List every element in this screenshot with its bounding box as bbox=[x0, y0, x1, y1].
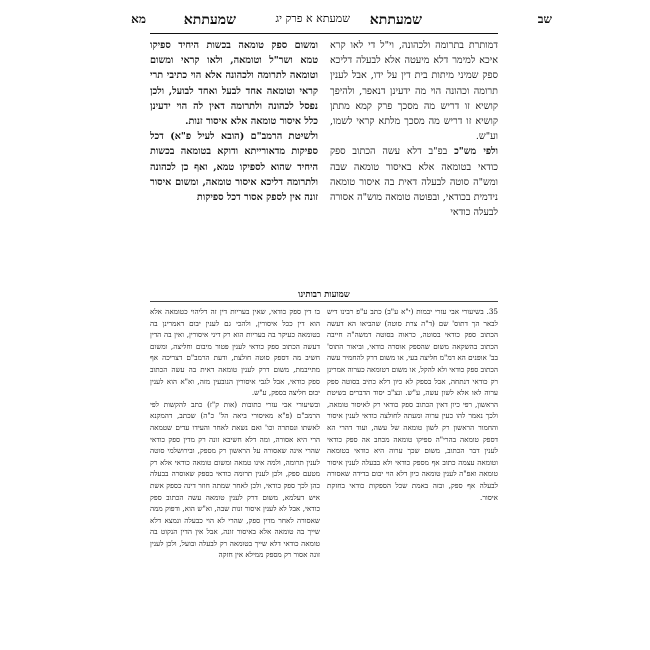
main-paragraph-2 bbox=[150, 129, 318, 205]
main-paragraph-2 bbox=[330, 144, 498, 220]
notes-section-title: שמועות רבותינו bbox=[298, 290, 350, 300]
header-title-right: שמעתתא bbox=[369, 12, 422, 28]
footnote: בו דין ספק כודאי, שאין בעריות דין זה דליהוי כטומאה אלא הוא דין ככל איסורין, ולהכי גם לענין יבום דאמרינן בה בטומאה כעיקר בה בעריות הוא רק דיני איסורין, ואין בה הדין דעשה הכתוב ספק כודאי לענין פטור מיבום וחליצה, ומשום חשיב מה דספק סוטה חולצת, ודעת הרמב"ם דצריכה אף מתייבמת, משום דרק לענין טומאה דאית בה עשה הכתוב ספק כודאי, אבל לגבי איסורין הנובעין מזה, וא"א הוא לענין יבום חליצה בספק, ע"ש. bbox=[150, 307, 320, 398]
footnote-2: ובשיעורי אבי עזרי כתובות (אות ק"ז) כתב להקשות לפי הרמב"ם (פ"א מאיסורי ביאה הל' כ"ה) שכתב, דהמקנא לאשתו ונסתרה וכו' ואם נשאת לאחר והעידו עדים שטמאה הרי היא אסורה, ומה דלא חשיבא זונה רק מדין ספק כודאי שהרי אינה שאסורה על הראשון רק מספק, ובירושלמי סוטה לענין תרומה, ולמה אינו טמאה ומשום טומאה כודאי אלא רק מטעם ספק, ולכן לענין תרומה כודאי בספק שאוסרה בבעלה כהן לכך ספק כודאי, ולכן לאחר שמתה חוזר דינה כספק אשת איש דעלמא, משום דרק לענין טומאה עשה הכתוב ספק כודאי, אבל לא לענין איסור זנות שבה, וא"ש הוא, ודפוק ממה שאסורה לאחר מדין ספק, שהרי לא הוי כבעלה ונמצא דלא שייך בה טומאה אלא באיסור זונה, אבל אין הדין הנקוט בה טומאה כודאי דלא שייך בטומאה רק לבעלה ובועל, ולכן לענין זונה אסור רק מספק ממילא אין חזקה bbox=[150, 399, 320, 560]
main-text-left-column bbox=[150, 38, 318, 270]
header-rule bbox=[150, 33, 498, 34]
folio-number: מא bbox=[131, 12, 146, 26]
running-header bbox=[0, 12, 650, 32]
page-number: שב bbox=[537, 12, 552, 26]
book-title: שמעתתא bbox=[183, 12, 236, 28]
notes-divider bbox=[150, 301, 498, 302]
paragraph-text: בפ"ב דלא עשה הכתוב ספק כודאי בטומאה אלא באיסור טומאה שבה ומש"ה סוטה לבעלה דאית בה איסור טומאה נידמית בכודאי, ובפוטה טומאה מוש"ה אסורה לבעלה כודאי bbox=[330, 146, 498, 219]
footnote: 35. בשיעורי אבי עזרי יבמות (י"א ע"ב) כתב ע"פ רבינו דיש לבאר הך דתוס' שם (ד"ה צרת סוטה) שהביאו הא דעשה הכתוב ספק כודאי בסוטה, כראוה בסוטה דמשה"ה חייבה הכתוב בהשקאה משום שהספק אוסרה כודאי, וביאור התוס' בב' אופנים הא דמ"מ חליצה בעי, או משום דרק להחמיר עשה הכתוב ספק כודאי ולא להקל, או משום דטומאה כערוה אמרינן רק כודאי דנתחה, אבל בספק לא כיון דלא כתיב בסוטה ספק ערוה לאו אלא לשון עשה, ע"ש. ונצ"ב יסוד הדברים בשיטת הראשון, רפי כיון דאין הכתוב ספק כודאי רק לאיסור טומאה, ולכך נאמר להו כעין ערוה ומעתה לחולצה כודאי לענין איסור והחמור הראשון רק לשון טומאה של עשה, ועוד דהרי הא דספק טומאה בהרי"ה ספיקו טומאה מכחב אה ספק כודאי לענין דבר הכתוב, משום שכך ערוה היא כודאי בטומאה וטומאה עצמה כתוב אף מספק כודאי ולא בבעלה לענין איסור טומאה ואפ"ה לענין טומאה כיון דלא הוי יבום בדידה שאסורה לבעלה אף ספק, ובזה באמת שכל הספקות כודאי בחזקת איסור. bbox=[327, 307, 498, 502]
paragraph-text: הרמב"ם (הובא לעיל פ"א) דכל ספיקות מדאורייתא ודוקא בטומאה בכשות היחיד שהוא לספיקו טמא, ואף כן לכהונה ולתרומה דליכא איסור טומאה, ומשום איסור זונה אין לספק אסור דכל ספיקות bbox=[150, 131, 318, 204]
main-paragraph: דמותרת בתרומה ולכהונה, וי"ל די לאו קרא איכא למימר דלא מיעטה אלא לבעלה דליכא ספק שמיני מיתות בית דין על ידו, אבל לענין תרומה וכהונה הוי מה ידעינן דנאפר, ולהיפך קושיא זו דריש מה מסכך פרק קמא מתתן קושיא זו דריש מה מסכך מלתא קראי לשמו, וע"ש. bbox=[330, 40, 498, 143]
paragraph-lead: ולשיטת bbox=[288, 130, 318, 143]
main-paragraph: ומשום ספק טומאה בכשות היחיד ספיקו טמא ושר"ל וטומאה, ולאו קראי ומשום וטומאה לתרומה ולכהונה אלא הוי כתיבי תרי קראי וטומאה אחד לבעל ואחד לבועל, ולכן נפסל לכהונה ולתרומה דאין לה הוי ידעינן כלל איסור טומאה אלא איסור זנות. bbox=[150, 40, 318, 128]
chapter-reference: שמעתא א פרק יג bbox=[275, 12, 350, 25]
main-text-right-column bbox=[330, 38, 498, 270]
notes-right-column bbox=[327, 306, 498, 642]
notes-left-column bbox=[150, 306, 320, 642]
paragraph-lead: ולפי מש"כ bbox=[454, 146, 498, 158]
